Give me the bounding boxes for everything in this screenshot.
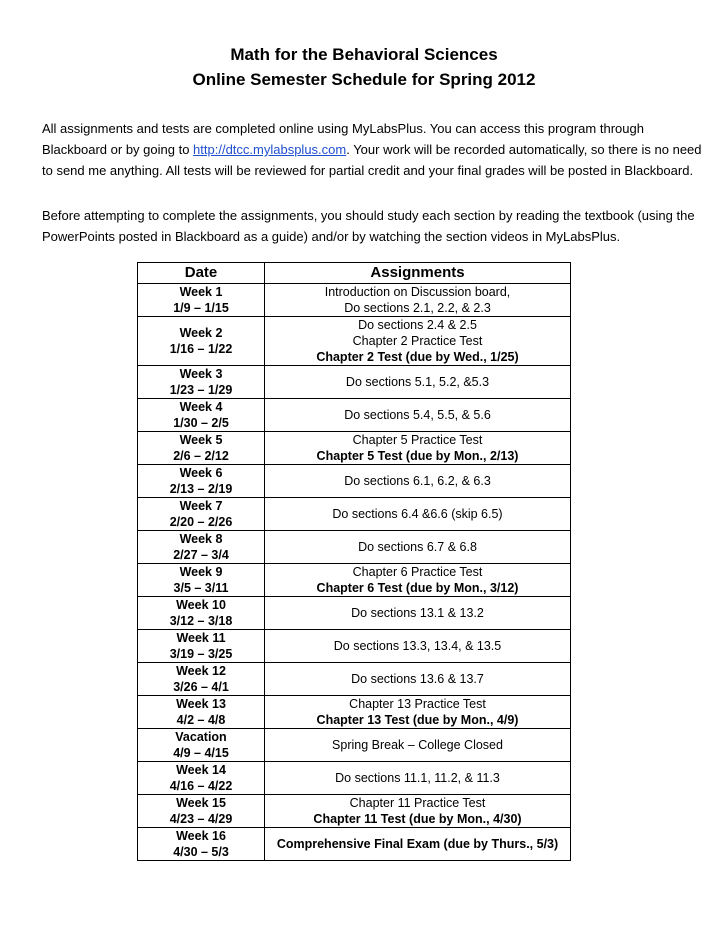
assignments-cell [265, 432, 571, 465]
date-range: 3/26 – 4/1 [173, 680, 229, 694]
week-label: Week 13 [176, 697, 226, 711]
assignment-item: Do sections 6.4 &6.6 (skip 6.5) [332, 507, 503, 521]
assignments-cell [265, 284, 571, 317]
week-label: Vacation [175, 730, 227, 744]
date-cell [138, 729, 265, 762]
intro-paragraph [42, 118, 702, 181]
date-cell [138, 399, 265, 432]
week-label: Week 7 [179, 499, 223, 513]
week-label: Week 1 [179, 285, 223, 299]
table-row [138, 366, 571, 399]
date-cell [138, 432, 265, 465]
table-row [138, 531, 571, 564]
week-label: Week 8 [179, 532, 223, 546]
page-title: Math for the Behavioral Sciences [230, 45, 498, 64]
date-range: 1/9 – 1/15 [173, 301, 229, 315]
study-instructions-paragraph: Before attempting to complete the assignments, you should study each section by reading the textbook (using the PowerPoints posted in Blackboard as a guide) and/or by watching the section videos in MyLabsPlus. [42, 208, 695, 244]
table-row [138, 564, 571, 597]
test-deadline: Chapter 6 Test (due by Mon., 3/12) [316, 581, 519, 595]
week-label: Week 16 [176, 829, 226, 843]
page-subtitle: Online Semester Schedule for Spring 2012 [192, 70, 536, 89]
date-range: 4/23 – 4/29 [169, 812, 233, 826]
table-row [138, 795, 571, 828]
test-deadline: Chapter 5 Test (due by Mon., 2/13) [316, 449, 519, 463]
test-deadline: Chapter 13 Test (due by Mon., 4/9) [316, 713, 519, 727]
table-row [138, 597, 571, 630]
date-cell [138, 498, 265, 531]
table-row [138, 663, 571, 696]
assignment-item: Do sections 5.4, 5.5, & 5.6 [344, 408, 491, 422]
assignment-item: Do sections 2.4 & 2.5 [358, 318, 477, 332]
assignment-item: Do sections 6.1, 6.2, & 6.3 [344, 474, 491, 488]
assignment-item: Do sections 2.1, 2.2, & 2.3 [344, 301, 491, 315]
assignments-cell [265, 696, 571, 729]
table-row [138, 729, 571, 762]
assignment-item: Do sections 13.1 & 13.2 [351, 606, 484, 620]
assignments-cell [265, 564, 571, 597]
date-cell [138, 663, 265, 696]
date-range: 4/16 – 4/22 [169, 779, 233, 793]
week-label: Week 9 [179, 565, 223, 579]
assignment-item: Chapter 6 Practice Test [352, 565, 483, 579]
assignment-item: Chapter 2 Practice Test [352, 334, 483, 348]
week-label: Week 2 [179, 326, 223, 340]
test-deadline: Comprehensive Final Exam (due by Thurs., 5/3) [276, 837, 559, 851]
assignment-item: Chapter 11 Practice Test [349, 796, 486, 810]
date-range: 4/2 – 4/8 [176, 713, 226, 727]
date-cell [138, 828, 265, 861]
assignments-cell [265, 317, 571, 366]
date-cell [138, 795, 265, 828]
mylabsplus-link[interactable]: http://dtcc.mylabsplus.com [193, 142, 347, 157]
assignments-cell [265, 531, 571, 564]
assignments-cell [265, 630, 571, 663]
date-range: 3/5 – 3/11 [173, 581, 229, 595]
date-column-header: Date [138, 263, 265, 284]
date-range: 1/30 – 2/5 [173, 416, 229, 430]
table-header-row [138, 263, 571, 284]
table-row [138, 630, 571, 663]
assignment-item: Chapter 13 Practice Test [349, 697, 486, 711]
week-label: Week 6 [179, 466, 223, 480]
table-row [138, 828, 571, 861]
table-row [138, 465, 571, 498]
assignment-item: Introduction on Discussion board, [324, 285, 511, 299]
assignment-item: Do sections 11.1, 11.2, & 11.3 [335, 771, 500, 785]
schedule-table [137, 262, 571, 861]
assignments-cell [265, 366, 571, 399]
date-cell [138, 317, 265, 366]
date-cell [138, 597, 265, 630]
assignments-cell [265, 663, 571, 696]
assignments-cell [265, 828, 571, 861]
week-label: Week 11 [176, 631, 226, 645]
assignments-column-header: Assignments [265, 263, 571, 284]
test-deadline: Chapter 2 Test (due by Wed., 1/25) [316, 350, 519, 364]
date-cell [138, 564, 265, 597]
date-cell [138, 762, 265, 795]
week-label: Week 5 [179, 433, 223, 447]
week-label: Week 10 [176, 598, 226, 612]
date-cell [138, 531, 265, 564]
date-range: 3/12 – 3/18 [169, 614, 233, 628]
date-range: 1/16 – 1/22 [169, 342, 233, 356]
assignment-item: Chapter 5 Practice Test [352, 433, 483, 447]
assignment-item: Do sections 13.3, 13.4, & 13.5 [333, 639, 502, 653]
test-deadline: Chapter 11 Test (due by Mon., 4/30) [313, 812, 522, 826]
assignments-cell [265, 729, 571, 762]
date-cell [138, 465, 265, 498]
week-label: Week 14 [176, 763, 226, 777]
intro-text-before-link: All assignments and tests are completed online using MyLabsPlus. You can access this program through Blackboard or by going to [42, 121, 644, 157]
table-row [138, 317, 571, 366]
assignments-cell [265, 795, 571, 828]
assignments-cell [265, 762, 571, 795]
date-cell [138, 284, 265, 317]
assignments-cell [265, 597, 571, 630]
date-cell [138, 630, 265, 663]
date-range: 2/20 – 2/26 [169, 515, 233, 529]
date-cell [138, 696, 265, 729]
date-range: 2/6 – 2/12 [173, 449, 229, 463]
table-row [138, 432, 571, 465]
date-range: 3/19 – 3/25 [169, 647, 233, 661]
week-label: Week 3 [179, 367, 223, 381]
week-label: Week 12 [176, 664, 226, 678]
table-row [138, 696, 571, 729]
table-row [138, 284, 571, 317]
date-range: 4/9 – 4/15 [173, 746, 229, 760]
date-range: 2/13 – 2/19 [169, 482, 233, 496]
assignments-cell [265, 465, 571, 498]
assignment-item: Do sections 13.6 & 13.7 [351, 672, 484, 686]
date-range: 4/30 – 5/3 [173, 845, 229, 859]
intro-text-after-link: . Your work will be recorded automatically, so there is no need to send me anything. All tests will be reviewed for partial credit and your final grades will be posted in Blackboard. [42, 142, 702, 178]
date-cell [138, 366, 265, 399]
table-row [138, 399, 571, 432]
week-label: Week 15 [176, 796, 226, 810]
date-range: 1/23 – 1/29 [169, 383, 233, 397]
assignment-item: Spring Break – College Closed [332, 738, 503, 752]
assignment-item: Do sections 5.1, 5.2, &5.3 [345, 375, 490, 389]
assignments-cell [265, 399, 571, 432]
assignment-item: Do sections 6.7 & 6.8 [358, 540, 477, 554]
week-label: Week 4 [179, 400, 223, 414]
date-range: 2/27 – 3/4 [173, 548, 229, 562]
assignments-cell [265, 498, 571, 531]
table-row [138, 762, 571, 795]
table-row [138, 498, 571, 531]
